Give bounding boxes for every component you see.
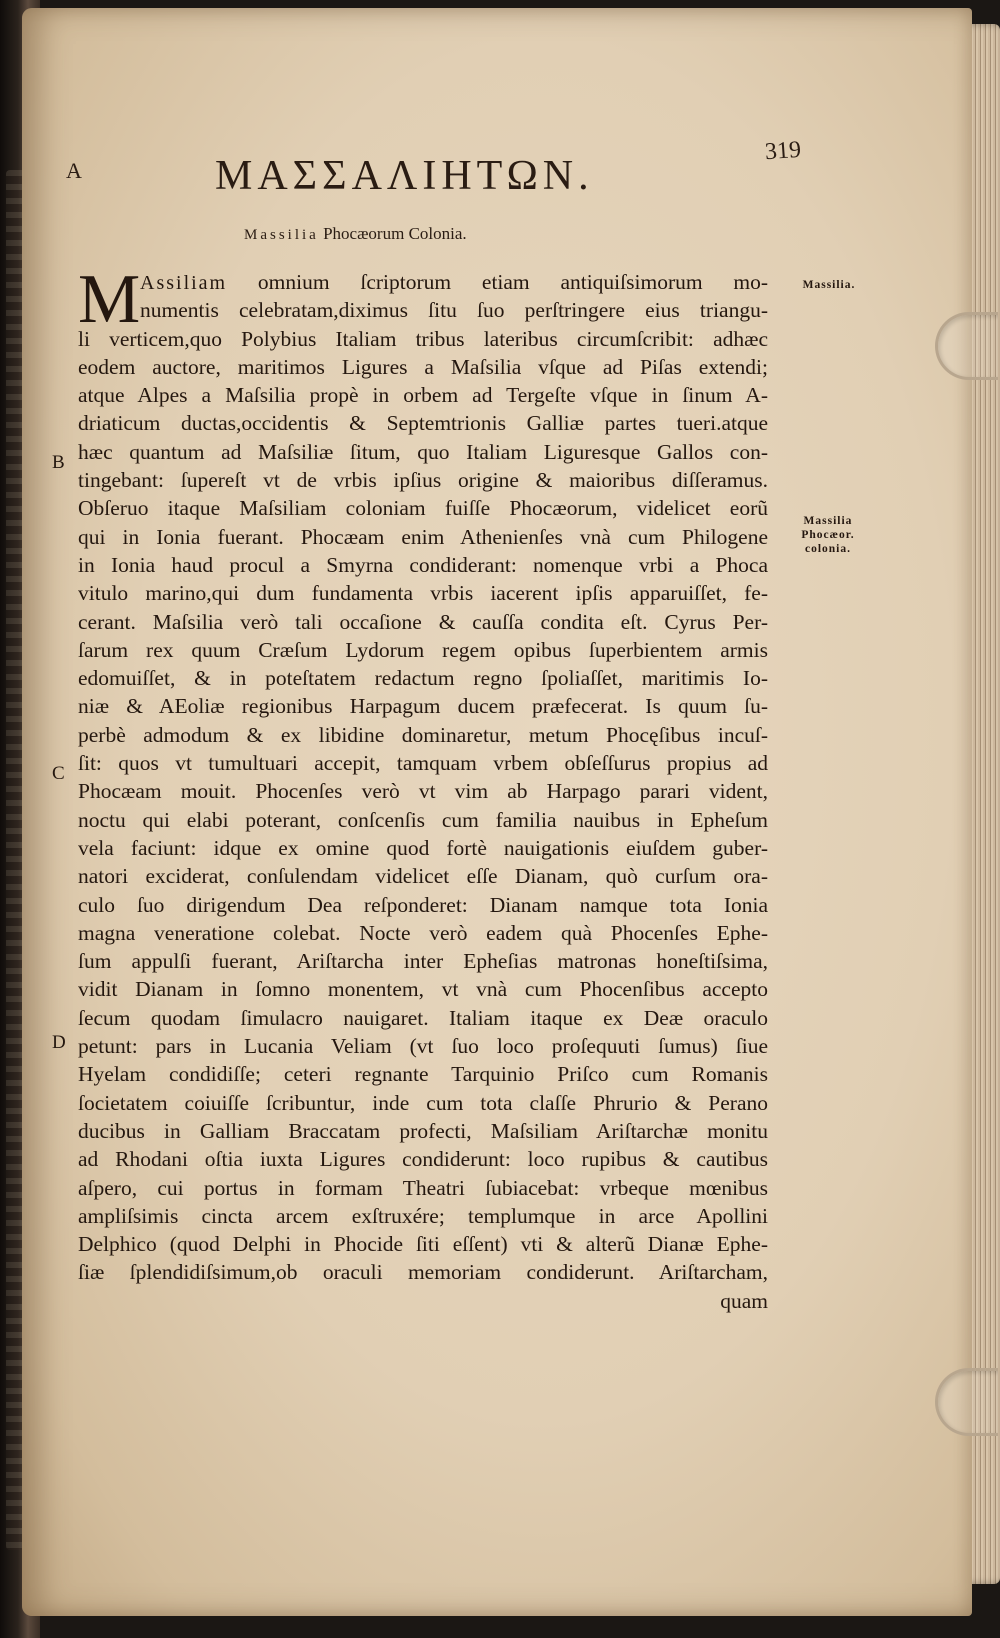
- text-line: ſit: quos vt tumultuari accepit, tamquam vrbem obſeſſurus propius ad: [78, 751, 768, 776]
- page-number: 319: [764, 136, 802, 166]
- text-line: hæc quantum ad Maſsiliæ ſitum, quo Italiam Liguresque Gallos con-: [78, 439, 768, 464]
- catchword: quam: [720, 1288, 768, 1313]
- text-line: li verticem,quo Polybius Italiam tribus lateribus circumſcribit: adhæc: [78, 326, 768, 351]
- drop-cap: M: [78, 261, 141, 338]
- text-line: tingebant: ſupereſt vt de vrbis ipſius origine & maioribus diſſeramus.: [78, 468, 768, 493]
- marginal-note-massilia: Massilia.: [802, 279, 856, 291]
- subtitle-rest: Phocæorum Colonia.: [318, 224, 467, 243]
- section-marker-d: D: [52, 1032, 66, 1053]
- text-line: ſecum quodam ſimulacro nauigaret. Italiam itaque ex Deæ oraculo: [78, 1005, 768, 1030]
- section-letter: A: [66, 158, 82, 183]
- page-subtitle: [244, 224, 644, 244]
- text-line: aſpero, cui portus in formam Theatri ſubiacebat: vrbeque mœnibus: [78, 1175, 768, 1200]
- text-line: cerant. Maſsilia verò tali occaſione & cauſſa condita eſt. Cyrus Per-: [78, 609, 768, 634]
- text-line: vidit Dianam in ſomno monentem, vt vnà cum Phocenſibus accepto: [78, 977, 768, 1002]
- page-clip-top: [935, 312, 998, 380]
- text-line: driaticum ductas,occidentis & Septemtrionis Galliæ partes tueri.atque: [78, 411, 768, 436]
- text-line: ampliſsimis cincta arcem exſtruxére; templumque in arce Apollini: [78, 1203, 768, 1228]
- subtitle-smallcaps: Massilia: [244, 227, 319, 243]
- text-line: qui in Ionia fuerant. Phocæam enim Athenienſes vnà cum Philogene: [78, 524, 768, 549]
- text-line: ſarum rex quum Cræſum Lydorum regem opibus ſuperbientem armis: [78, 637, 768, 662]
- section-marker-c: C: [52, 763, 65, 784]
- first-word: Assiliam: [140, 272, 228, 294]
- text-line: ducibus in Galliam Braccatam profecti, Maſsiliam Ariſtarchæ monitu: [78, 1118, 768, 1143]
- text-line: niæ & AEoliæ regionibus Harpagum ducem præfecerat. Is quum ſu-: [78, 694, 768, 719]
- text-line: atque Alpes a Maſsilia propè in orbem ad Tergeſte vſque in ſinum A-: [78, 383, 768, 408]
- text-line: Phocæam mouit. Phocenſes verò vt vim ab Harpago parari vident,: [78, 779, 768, 804]
- text-line: in Ionia haud procul a Smyrna condiderant: nomenque vrbi a Phoca: [78, 552, 768, 577]
- text-line: petunt: pars in Lucania Veliam (vt ſuo loco proſequuti ſumus) ſiue: [78, 1034, 768, 1059]
- text-line: edomuiſſet, & in poteſtatem redactum regno ſpoliaſſet, maritimis Io-: [78, 666, 768, 691]
- text-line: perbè admodum & ex libidine dominaretur, metum Phocęſibus incuſ-: [78, 722, 768, 747]
- text-line: culo ſuo dirigendum Dea reſponderet: Dianam namque tota Ionia: [78, 892, 768, 917]
- page-title: ΜΑΣΣΑΛΙΗΤΩΝ.: [215, 153, 594, 199]
- text-line: Delphico (quod Delphi in Phocide ſiti eſſent) vti & alterũ Dianæ Ephe-: [78, 1232, 768, 1257]
- body-text: [78, 261, 768, 1315]
- text-line: natori exciderat, conſulendam videlicet eſſe Dianam, quò curſum ora-: [78, 864, 768, 889]
- text-line: vitulo marino,qui dum fundamenta vrbis iacerent ipſis apparuiſſet, fe-: [78, 581, 768, 606]
- text-line: Assiliam omnium ſcriptorum etiam antiquiſsimorum mo-: [140, 270, 768, 294]
- text-line: ſiæ ſplendidiſsimum,ob oraculi memoriam condiderunt. Ariſtarcham,: [78, 1260, 768, 1285]
- page-clip-bottom: [935, 1368, 998, 1436]
- text-line: ſocietatem coiuiſſe ſcribuntur, inde cum tota claſſe Phrurio & Perano: [78, 1090, 768, 1115]
- text-line: magna veneratione colebat. Nocte verò eadem quà Phocenſes Ephe-: [78, 920, 768, 945]
- text-line: noctu qui elabi poterant, conſcenſis cum familia nauibus in Epheſum: [78, 807, 768, 832]
- text-line: vela faciunt: idque ex omine quod fortè nauigationis eiuſdem guber-: [78, 835, 768, 860]
- marginal-note-colonia: Massilia Phocæor. colonia.: [801, 515, 855, 555]
- section-marker-b: B: [52, 452, 65, 473]
- text-line: Obſeruo itaque Maſsiliam coloniam fuiſſe Phocæorum, videlicet eorũ: [78, 496, 768, 521]
- text-line: ſum appulſi fuerant, Ariſtarcha inter Epheſias matronas honeſtiſsima,: [78, 949, 768, 974]
- text-line: numentis celebratam,diximus ſitu ſuo perſtringere eius triangu-: [140, 298, 768, 323]
- text-line: Hyelam condidiſſe; ceteri regnante Tarquinio Priſco cum Romanis: [78, 1062, 768, 1087]
- text-line: eodem auctore, maritimos Ligures a Maſsilia vſque ad Piſas extendi;: [78, 354, 768, 379]
- text-line: ad Rhodani oſtia iuxta Ligures condiderunt: loco rupibus & cautibus: [78, 1147, 768, 1172]
